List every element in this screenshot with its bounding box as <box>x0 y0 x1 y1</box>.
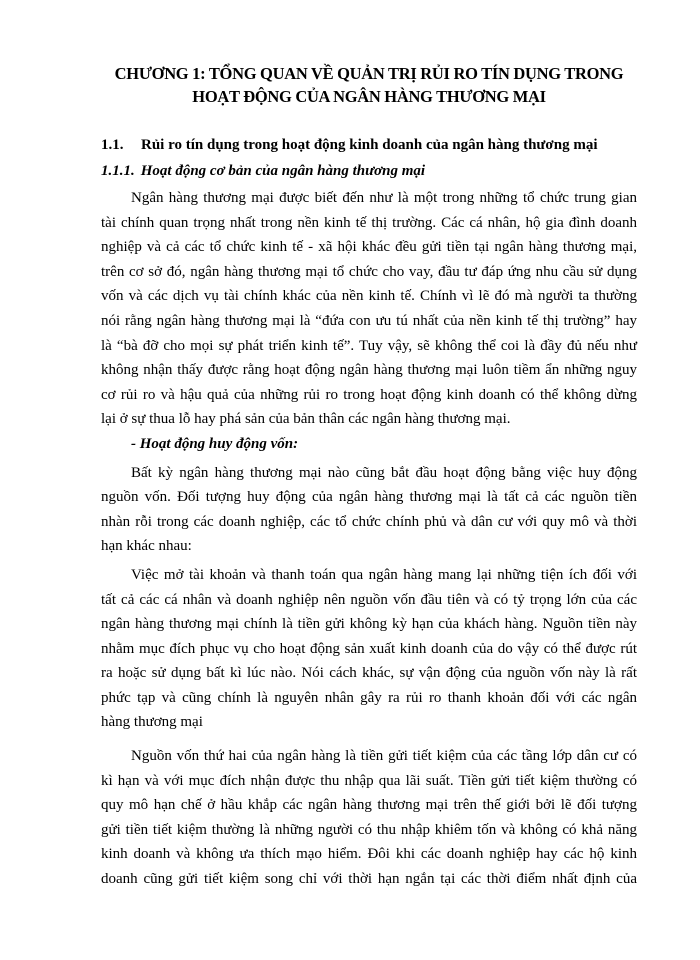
text-line: hạn khác nhau: <box>101 538 192 555</box>
text-line: Ngân hàng thương mại được biết đến như là một trong những tổ chức trung gian <box>131 190 637 206</box>
document-page <box>101 62 637 892</box>
text-line: nguồn vốn. Đối tượng huy động của ngân hàng thương mại là tất cả các nguồn tiền <box>101 489 637 506</box>
text-line: trên cơ sở đó, ngân hàng thương mại tổ chức cho vay, đầu tư đáp ứng nhu cầu sử dụng <box>101 263 637 280</box>
section-heading <box>101 134 637 156</box>
text-line: gửi tiền tiết kiệm thường là những người có thu nhập khiêm tốn và không có khả năng <box>101 821 637 838</box>
text-line: Bất kỳ ngân hàng thương mại nào cũng bắt đầu hoạt động bằng việc huy động <box>131 464 637 481</box>
text-line: hàng thương mại <box>101 714 203 731</box>
chapter-title <box>101 62 637 108</box>
subsection-number: 1.1.1. <box>101 163 135 179</box>
section-title: Rủi ro tín dụng trong hoạt động kinh doanh của ngân hàng thương mại <box>141 137 598 153</box>
activity-heading: - Hoạt động huy động vốn: <box>131 435 299 452</box>
text-line: nói rằng ngân hàng thương mại là “đứa con ưu tú nhất của nền kinh tế thị trường” hay <box>101 312 637 329</box>
subsection-title: Hoạt động cơ bản của ngân hàng thương mại <box>140 163 426 179</box>
text-line: kì hạn và với mục đích nhận được thu nhập qua lãi suất. Tiền gửi tiết kiệm thường có <box>101 772 637 789</box>
text-line: ra hoặc sử dụng bất kì lúc nào. Nói cách khác, sự vận động của nguồn vốn này là rất <box>101 665 637 682</box>
paragraph-capital-mobilization <box>101 461 637 559</box>
text-line: doanh cũng gửi tiết kiệm song chỉ với thời hạn ngắn tại các thời điểm nhất định của <box>101 871 637 888</box>
paragraph-savings-deposits <box>101 744 637 892</box>
text-line: tài chính quan trọng nhất trong nền kinh tế thị trường. Các cá nhân, hộ gia đình doanh <box>101 214 637 231</box>
subsection-heading <box>101 160 637 182</box>
text-line: quy mô hạn chế ở hầu khắp các ngân hàng thương mại trên thế giới bởi lẽ đối tượng <box>101 797 637 814</box>
text-line: tất cả các cá nhân và doanh nghiệp nên nguồn vốn đầu tiên và có tỷ trọng lớn của các <box>101 591 637 608</box>
text-line: lại ở sự thua lỗ hay phá sản của bản thân các ngân hàng thương mại. <box>101 411 511 428</box>
text-line: kinh doanh và không ưa thích mạo hiểm. Đôi khi các doanh nghiệp hay các hộ kinh <box>101 846 637 863</box>
section-number: 1.1. <box>101 137 124 153</box>
text-line: cơ rủi ro và hậu quả của những rủi ro trong hoạt động kinh doanh có thể không dừng <box>101 386 637 403</box>
chapter-title-line: HOẠT ĐỘNG CỦA NGÂN HÀNG THƯƠNG MẠI <box>192 87 546 106</box>
text-line: phức tạp và cũng chính là nguyên nhân gây ra rủi ro thanh khoản đối với các ngân <box>101 689 637 706</box>
text-line: Nguồn vốn thứ hai của ngân hàng là tiền gửi tiết kiệm của các tầng lớp dân cư có <box>131 748 637 765</box>
chapter-title-line: CHƯƠNG 1: TỔNG QUAN VỀ QUẢN TRỊ RỦI RO TÍN DỤNG TRONG <box>114 64 624 83</box>
text-line: vốn và các dịch vụ tài chính khác của nền kinh tế. Chính vì lẽ đó mà người ta thường <box>101 288 637 305</box>
text-line: ngân hàng thương mại chính là tiền gửi không kỳ hạn của khách hàng. Nguồn tiền này <box>101 616 637 633</box>
text-line: nhàn rỗi trong các doanh nghiệp, các tổ chức chính phủ và dân cư với quy mô và thời <box>101 513 637 530</box>
text-line: Việc mở tài khoản và thanh toán qua ngân hàng mang lại những tiện ích đối với <box>131 566 637 583</box>
paragraph-intro <box>101 186 637 432</box>
text-line: nhằm mục đích phục vụ cho hoạt động sản xuất kinh doanh của do vậy có thể được rút <box>101 640 637 657</box>
text-line: nghiệp và cả các tổ chức kinh tế - xã hội khác đều gửi tiền tại ngân hàng thương mại, <box>101 239 637 256</box>
text-line: không nhận thấy được rằng hoạt động ngân hàng thương mại luôn tiềm ẩn những nguy <box>101 362 637 379</box>
text-line: là “bà đỡ cho mọi sự phát triển kinh tế”. Tuy vậy, sẽ không thể coi là đầy đủ nếu như <box>101 337 637 354</box>
paragraph-demand-deposits <box>101 563 637 735</box>
